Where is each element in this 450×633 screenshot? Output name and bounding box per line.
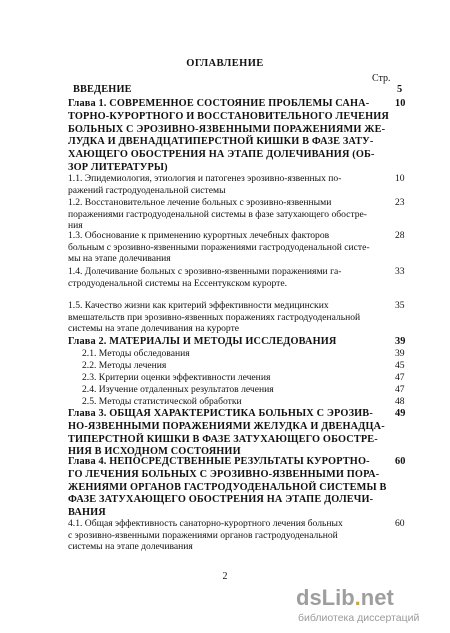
toc-entry-text: 2.5. Методы статистической обработки	[82, 396, 242, 407]
toc-title: ОГЛАВЛЕНИЕ	[186, 58, 264, 69]
toc-entry-text: Глава 2. МАТЕРИАЛЫ И МЕТОДЫ ИССЛЕДОВАНИЯ	[68, 336, 337, 347]
toc-entry-text: 4.1. Общая эффективность санаторно-курортного лечения больных с эрозивно-язвенными поражениями органов гастродуоденальной системы на этапе долечивания	[68, 518, 343, 553]
toc-entry-text: 1.1. Эпидемиология, этиология и патогенез эрозивно-язвенных по- ражений гастродуоденальной системы	[68, 173, 342, 196]
toc-entry-text: 2.2. Методы лечения	[82, 360, 167, 371]
toc-entry-text: Глава 4. НЕПОСРЕДСТВЕННЫЕ РЕЗУЛЬТАТЫ КУРОРТНО- ГО ЛЕЧЕНИЯ БОЛЬНЫХ С ЭРОЗИВНО-ЯЗВЕННЫМИ ПОРА- ЖЕНИЯМИ ОРГАНОВ ГАСТРОДУОДЕНАЛЬНОЙ СИСТЕМЫ В ФАЗЕ ЗАТУХАЮЩЕГО ОБОСТРЕНИЯ НА ЭТАПЕ ДОЛЕЧИ- ВАНИЯ	[68, 456, 387, 519]
toc-entry-page: 28	[395, 230, 405, 241]
toc-entry-page: 33	[395, 266, 405, 277]
toc-entry-text: 2.1. Методы обследования	[82, 348, 190, 359]
toc-entry-page: 39	[395, 336, 406, 347]
toc-entry-page: 10	[395, 173, 405, 184]
toc-entry-text: ВВЕДЕНИЕ	[73, 84, 132, 95]
toc-entry-page: 10	[395, 98, 406, 109]
toc-entry-text: Глава 1. СОВРЕМЕННОЕ СОСТОЯНИЕ ПРОБЛЕМЫ САНА- ТОРНО-КУРОРТНОГО И ВОССТАНОВИТЕЛЬНОГО ЛЕЧЕНИЯ БОЛЬНЫХ С ЭРОЗИВНО-ЯЗВЕННЫМИ ПОРАЖЕНИЯМИ ЖЕ- ЛУДКА И ДВЕНАДЦАТИПЕРСТНОЙ КИШКИ В ФАЗЕ ЗАТУ- ХАЮЩЕГО ОБОСТРЕНИЯ НА ЭТАПЕ ДОЛЕЧИВАНИЯ (ОБ- ЗОР ЛИТЕРАТУРЫ)	[68, 98, 390, 173]
toc-entry-page: 45	[395, 360, 405, 371]
toc-entry-page: 5	[397, 84, 403, 95]
watermark-subtitle: библиотека диссертаций	[298, 612, 420, 624]
toc-entry-text: 2.4. Изучение отдаленных результатов лечения	[82, 384, 274, 395]
toc-entry-page: 48	[395, 396, 405, 407]
toc-entry-text: 2.3. Критерии оценки эффективности лечения	[82, 372, 271, 383]
toc-entry-page: 23	[395, 197, 405, 208]
toc-entry-page: 47	[395, 384, 405, 395]
page-number: 2	[222, 571, 228, 582]
toc-entry-page: 47	[395, 372, 405, 383]
toc-entry-page: 35	[395, 300, 405, 311]
pages-column-header: Стр.	[372, 73, 391, 84]
toc-entry-page: 49	[395, 408, 406, 419]
toc-entry-text: 1.2. Восстановительное лечение больных с эрозивно-язвенными поражениями гастродуоденальной системы в фазе затухающего обостре- ния	[68, 197, 368, 232]
toc-entry-text: 1.5. Качество жизни как критерий эффективности медицинских вмешательств при эрозивно-язвенных поражениях гастродуоденальной системы на этапе долечивания на курорте	[68, 300, 361, 335]
toc-entry-page: 60	[395, 456, 406, 467]
toc-entry-text: Глава 3. ОБЩАЯ ХАРАКТЕРИСТИКА БОЛЬНЫХ С ЭРОЗИВ- НО-ЯЗВЕННЫМИ ПОРАЖЕНИЯМИ ЖЕЛУДКА И ДВЕНАДЦА- ТИПЕРСТНОЙ КИШКИ В ФАЗЕ ЗАТУХАЮЩЕГО ОБОСТРЕ- НИЯ В ИСХОДНОМ СОСТОЯНИИ	[68, 408, 385, 458]
toc-entry-text: 1.4. Долечивание больных с эрозивно-язвенными поражениями га- стродуоденальной системы на Ессентукском курорте.	[68, 266, 342, 289]
dslib-logo: dsLib.net	[296, 585, 394, 610]
toc-entry-page: 39	[395, 348, 405, 359]
toc-entry-page: 60	[395, 518, 405, 529]
toc-entry-text: 1.3. Обоснование к применению курортных лечебных факторов больным с эрозивно-язвенными поражениями гастродуоденальной систе- мы на этапе долечивания	[68, 230, 370, 265]
watermark	[296, 585, 436, 625]
